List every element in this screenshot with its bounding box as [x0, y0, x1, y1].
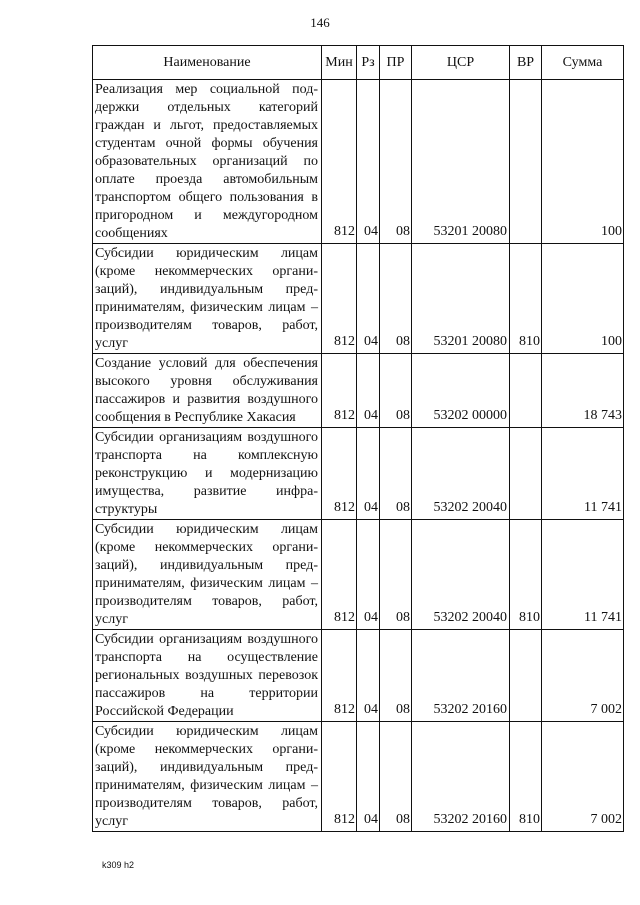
row-rz: 04	[357, 520, 380, 630]
row-csr: 53202 20040	[412, 428, 510, 520]
row-rz: 04	[357, 428, 380, 520]
row-pr: 08	[380, 630, 412, 722]
row-sum: 100	[542, 80, 624, 244]
row-min: 812	[322, 630, 357, 722]
row-rz: 04	[357, 244, 380, 354]
row-min: 812	[322, 354, 357, 428]
row-sum: 7 002	[542, 722, 624, 832]
row-name: Субсидии юридическим лицам (кроме некоммерческих организаций), индивидуальным предпринимателям, физическим лицам – производителям товаров, работ, услуг	[93, 244, 322, 354]
row-rz: 04	[357, 354, 380, 428]
row-pr: 08	[380, 428, 412, 520]
row-rz: 04	[357, 630, 380, 722]
table-row	[93, 354, 624, 428]
row-pr: 08	[380, 722, 412, 832]
row-pr: 08	[380, 354, 412, 428]
row-name: Создание условий для обеспечения высокого уровня обслуживания пассажиров и развития воздушного сообщения в Республике Хакасия	[93, 354, 322, 428]
header-name: Наименование	[93, 46, 322, 80]
row-name: Реализация мер социальной поддержки отдельных категорий граждан и льгот, предоставляемых студентам очной формы обучения образовательных организаций по оплате проезда автомобильным транспортом общего пользования в пригородном и междугородном сообщениях	[93, 80, 322, 244]
row-sum: 100	[542, 244, 624, 354]
table-row	[93, 244, 624, 354]
header-rz: Рз	[357, 46, 380, 80]
footer-code: k309 h2	[102, 860, 135, 870]
row-vr: 810	[510, 722, 542, 832]
row-vr: 810	[510, 520, 542, 630]
table-row	[93, 520, 624, 630]
row-rz: 04	[357, 80, 380, 244]
row-name: Субсидии юридическим лицам (кроме некоммерческих организаций), индивидуальным предпринимателям, физическим лицам – производителям товаров, работ, услуг	[93, 520, 322, 630]
row-rz: 04	[357, 722, 380, 832]
row-csr: 53201 20080	[412, 80, 510, 244]
row-min: 812	[322, 428, 357, 520]
table-row	[93, 80, 624, 244]
budget-table	[92, 45, 624, 832]
row-sum: 7 002	[542, 630, 624, 722]
row-pr: 08	[380, 80, 412, 244]
header-vr: ВР	[510, 46, 542, 80]
row-name: Субсидии юридическим лицам (кроме некоммерческих организаций), индивидуальным предпринимателям, физическим лицам – производителям товаров, работ, услуг	[93, 722, 322, 832]
row-csr: 53202 20040	[412, 520, 510, 630]
row-vr	[510, 354, 542, 428]
header-min: Мин	[322, 46, 357, 80]
row-min: 812	[322, 520, 357, 630]
header-pr: ПР	[380, 46, 412, 80]
row-min: 812	[322, 244, 357, 354]
row-min: 812	[322, 722, 357, 832]
table-row	[93, 630, 624, 722]
table-row	[93, 428, 624, 520]
row-sum: 11 741	[542, 428, 624, 520]
row-sum: 18 743	[542, 354, 624, 428]
row-vr: 810	[510, 244, 542, 354]
row-sum: 11 741	[542, 520, 624, 630]
header-csr: ЦСР	[412, 46, 510, 80]
row-pr: 08	[380, 520, 412, 630]
row-name: Субсидии организациям воздушного транспорта на комплексную реконструкцию и модернизацию имущества, развитие инфраструктуры	[93, 428, 322, 520]
table-row	[93, 722, 624, 832]
header-sum: Сумма	[542, 46, 624, 80]
row-csr: 53202 20160	[412, 630, 510, 722]
row-vr	[510, 80, 542, 244]
row-csr: 53202 20160	[412, 722, 510, 832]
page-number: 146	[310, 15, 330, 30]
row-csr: 53201 20080	[412, 244, 510, 354]
row-csr: 53202 00000	[412, 354, 510, 428]
row-min: 812	[322, 80, 357, 244]
row-vr	[510, 630, 542, 722]
row-name: Субсидии организациям воздушного транспорта на осуществление региональных воздушных перевозок пассажиров на территории Российской Федерации	[93, 630, 322, 722]
row-pr: 08	[380, 244, 412, 354]
table-header-row	[93, 46, 624, 80]
row-vr	[510, 428, 542, 520]
